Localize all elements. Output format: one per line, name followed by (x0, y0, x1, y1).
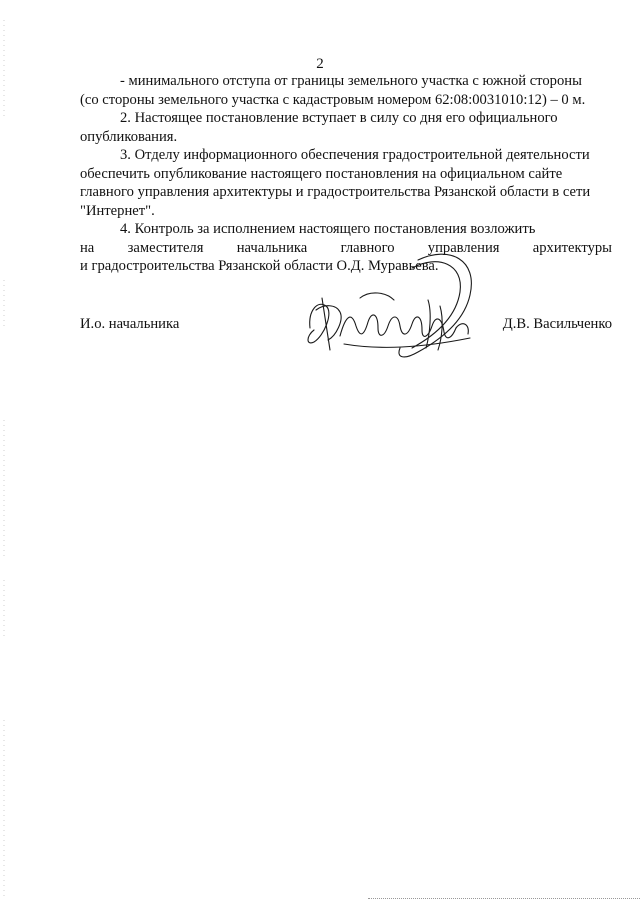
page-number: 2 (316, 56, 324, 72)
paragraph-line: и градостроительства Рязанской области О.Д. Муравьева. (80, 258, 439, 274)
paragraph-line: опубликования. (80, 128, 178, 145)
bottom-border-artifact (368, 898, 640, 900)
paragraph-line: - минимального отступа от границы земельного участка с южной стороны (120, 73, 582, 89)
paragraph-entry-into-force (80, 109, 612, 146)
paragraph-min-setback (80, 72, 612, 109)
signatory-position: И.о. начальника (80, 316, 180, 332)
scan-margin-artifact (2, 0, 6, 905)
paragraph-line: 3. Отделу информационного обеспечения градостроительной деятельности (120, 147, 590, 163)
paragraph-publication (80, 146, 612, 220)
paragraph-line: (со стороны земельного участка с кадастровым номером 62:08:0031010:12) – 0 м. (80, 91, 586, 108)
paragraph-line: 2. Настоящее постановление вступает в силу со дня его официального (120, 110, 558, 126)
paragraph-line: главного управления архитектуры и градостроительства Рязанской области в сети (80, 184, 591, 200)
paragraph-line: обеспечить опубликование настоящего постановления на официальном сайте (80, 165, 563, 182)
paragraph-line: 4. Контроль за исполнением настоящего постановления возложить (120, 221, 536, 237)
paragraph-line: на заместителя начальника главного управления архитектуры (80, 239, 612, 256)
signatory-name: Д.В. Васильченко (502, 316, 612, 332)
paragraph-line: "Интернет". (80, 202, 155, 219)
handwritten-signature (300, 240, 490, 380)
